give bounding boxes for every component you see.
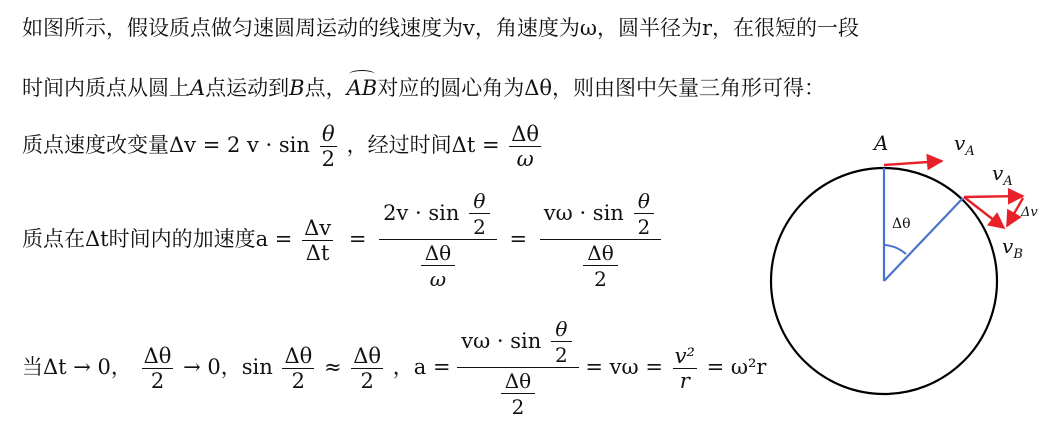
frac-num: Δθ — [143, 343, 172, 368]
compound-den — [540, 240, 661, 291]
equation-limit — [22, 318, 766, 419]
point-a-diagram-label: A — [874, 131, 889, 155]
va-right-label — [992, 161, 1013, 189]
point-b-label: B — [289, 76, 305, 100]
frac-den: 2 — [321, 147, 335, 172]
frac-num: θ — [551, 318, 572, 342]
frac-den: 2 — [291, 369, 306, 393]
compound-fraction-3 — [457, 318, 578, 419]
compound-fraction-1 — [379, 190, 497, 291]
equals-sign: = — [348, 227, 367, 251]
equation-velocity-change — [22, 122, 544, 171]
vb-sub: B — [1013, 247, 1023, 262]
intro-text: 如图所示，假设质点做匀速圆周运动的线速度为v，角速度为ω，圆半径为r，在很短的一段 — [22, 16, 860, 40]
velocity-a-vector — [884, 161, 942, 165]
eq-text: 质点速度改变量Δv = 2 v · sin — [22, 133, 310, 158]
frac-num: Δv — [304, 215, 332, 240]
frac-den: 2 — [637, 215, 651, 239]
frac-den: Δt — [305, 241, 330, 265]
num-text: vω · sin — [461, 329, 542, 353]
compound-num — [379, 190, 497, 240]
vb-label — [1002, 234, 1023, 262]
inner-fraction — [421, 242, 455, 291]
text-segment: 点， — [304, 76, 347, 100]
arc-ab-symbol: AB — [346, 76, 378, 100]
va-top-label — [954, 131, 975, 159]
compound-den — [457, 368, 578, 419]
radius-to-b — [884, 198, 963, 281]
circular-motion-diagram — [766, 128, 1056, 428]
fraction-theta-over-2 — [320, 122, 337, 171]
eq-text: 质点在Δt时间内的加速度a = — [22, 227, 293, 251]
paragraph-line-1 — [22, 12, 859, 42]
inner-fraction — [583, 242, 617, 291]
frac-den: 2 — [594, 267, 607, 291]
compound-den — [379, 240, 497, 291]
compound-num — [540, 190, 661, 240]
frac-num: θ — [469, 190, 490, 214]
text-segment: 对应的圆心角为Δθ，则由图中矢量三角形可得： — [377, 76, 826, 100]
frac-den: 2 — [511, 395, 525, 419]
eq-text: → 0，sin — [183, 355, 273, 379]
frac-den: 2 — [360, 369, 374, 393]
num-text: vω · sin — [543, 201, 624, 225]
equals-sign: = — [509, 227, 528, 251]
eq-text: 当Δt → 0， — [22, 355, 132, 379]
fraction-v2-over-r — [673, 344, 697, 393]
delta-v-label: Δv — [1021, 205, 1038, 220]
frac-num: Δθ — [353, 343, 382, 368]
fraction-dtheta-over-2 — [142, 344, 174, 393]
eq-text: ，a = — [392, 355, 451, 379]
angle-arc — [884, 245, 906, 254]
inner-fraction — [501, 370, 535, 419]
eq-text: = ω²r — [706, 355, 767, 379]
num-text: 2v · sin — [383, 201, 460, 225]
frac-num: Δθ — [284, 343, 313, 368]
text-segment: 时间内质点从圆上 — [22, 76, 190, 100]
frac-den: ω — [516, 147, 534, 172]
frac-num: v² — [674, 343, 695, 368]
point-a-label: A — [190, 76, 206, 100]
eq-text: = vω = — [585, 355, 663, 379]
va-top-v: v — [954, 131, 966, 155]
frac-den: 2 — [150, 369, 165, 393]
text-segment: 点运动到 — [205, 76, 290, 100]
frac-num: Δθ — [583, 242, 617, 266]
fraction-dtheta-over-omega — [509, 122, 541, 171]
compound-fraction-2 — [540, 190, 661, 291]
inner-fraction — [551, 318, 572, 367]
compound-num — [457, 318, 578, 368]
inner-fraction — [634, 190, 655, 239]
inner-fraction — [469, 190, 490, 239]
frac-num: θ — [320, 122, 337, 147]
frac-num: θ — [634, 190, 655, 214]
equation-acceleration — [22, 190, 661, 291]
frac-den: 2 — [473, 215, 486, 239]
va-top-sub: A — [965, 144, 975, 159]
frac-den: r — [679, 369, 690, 393]
eq-text: ，经过时间Δt = — [346, 133, 500, 158]
frac-num: Δθ — [421, 242, 455, 266]
approx-sign: ≈ — [323, 355, 342, 379]
vb-v: v — [1002, 234, 1014, 258]
velocity-b-vector — [964, 197, 1004, 228]
velocity-a-translated-vector — [964, 196, 1023, 197]
fraction-dtheta-over-2 — [282, 344, 314, 393]
fraction-dtheta-over-2 — [351, 344, 383, 393]
frac-num: Δθ — [511, 122, 540, 146]
frac-num: Δθ — [501, 370, 535, 394]
paragraph-line-2 — [22, 72, 825, 102]
va-right-v: v — [992, 161, 1004, 185]
frac-den: ω — [429, 267, 447, 291]
delta-theta-label: Δθ — [892, 216, 911, 232]
va-right-sub: A — [1003, 174, 1013, 189]
frac-den: 2 — [554, 343, 568, 367]
fraction-dv-over-dt — [302, 216, 333, 265]
